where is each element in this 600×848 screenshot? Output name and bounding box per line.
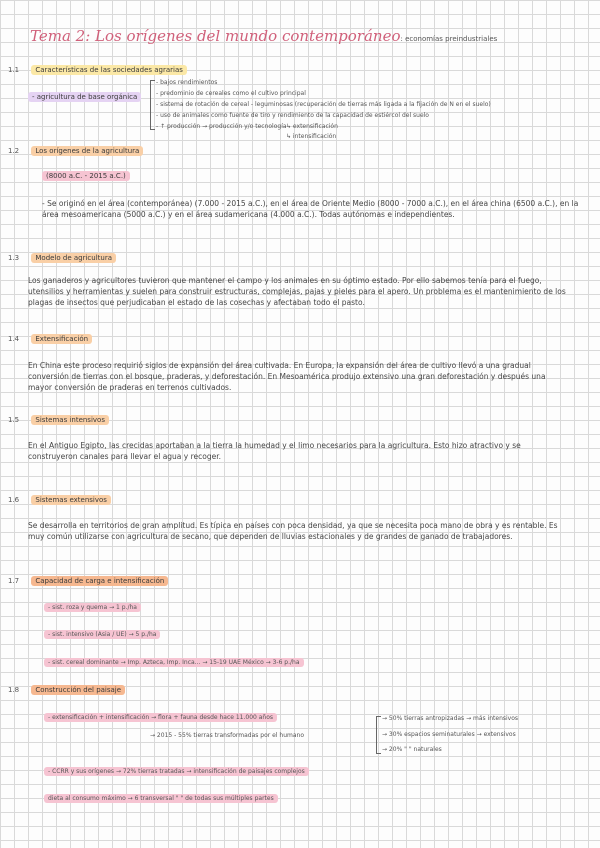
landscape-text: - extensificación + intensificación → flora + fauna desde hace 11.000 años (44, 713, 277, 722)
section-heading: Sistemas extensivos (31, 495, 111, 505)
branch-intensificacion: ↳ intensificación (286, 133, 337, 140)
bracket (150, 80, 155, 130)
section-1-1-header (8, 66, 187, 75)
capacity-item-1 (44, 604, 141, 612)
section-1-2-header (8, 147, 143, 156)
capacity-text: - sist. cereal dominante → Imp. Azteca, Imp. Inca... → 15-19 UAE México → 3-6 p./ha (44, 658, 304, 667)
section-heading: Sistemas intensivos (31, 415, 109, 425)
capacity-text: - sist. intensivo (Asia / UE) → 5 p./ha (44, 630, 160, 639)
section-number: 1.4 (8, 335, 20, 343)
section-1-6-header (8, 496, 111, 505)
left-label: - agricultura de base orgánica (28, 92, 141, 102)
landscape-line-2: → 2015 - 55% tierras transformadas por el humano (150, 732, 305, 739)
landscape-line-1 (44, 714, 277, 722)
point-4: - uso de animales como fuente de tiro y rendimiento de la capacidad de estiércol del suelo (156, 112, 429, 119)
point-2: - predominio de cereales como el cultivo principal (156, 90, 306, 97)
section-heading: Extensificación (31, 334, 92, 344)
section-heading: Capacidad de carga e intensificación (31, 576, 168, 586)
title-text: Tema 2: Los orígenes del mundo contemporáneo (30, 27, 401, 45)
page-title (30, 27, 497, 48)
section-1-4-header (8, 335, 92, 344)
section-1-3-header (8, 254, 116, 263)
section-number: 1.2 (8, 147, 20, 155)
section-heading: Construcción del paisaje (31, 685, 125, 695)
section-number: 1.6 (8, 496, 20, 504)
section-number: 1.5 (8, 416, 20, 424)
section-heading: Modelo de agricultura (31, 253, 116, 263)
bracket (376, 716, 381, 754)
section-1-4-text: En China este proceso requirió siglos de expansión del área cultivada. En Europa, la expansión del área de cultivo llevó a una gradual conversión de tierras con el bosque, praderas, y deforestación. En Mesoamérica produjo extensivo una gran deforestación y después una mayor conversión de praderas en terrenos cultivados. (28, 361, 546, 392)
landscape-right-1: → 50% tierras antropizadas → más intensivos (382, 715, 519, 722)
landscape-right-3: → 20% " " naturales (382, 746, 442, 753)
branch-extensificacion: ↳ extensificación (286, 123, 338, 130)
landscape-right-2: → 30% espacios seminaturales → extensivos (382, 731, 516, 738)
landscape-text: - CCRR y sus orígenes → 72% tierras tratadas → intensificación de paisajes complejos (44, 767, 309, 776)
section-1-3-text: Los ganaderos y agricultores tuvieron que mantener el campo y los animales en su óptimo estado. Por ello sabemos tenía para el fuego, utensilios y herramientas y suelen para construir estructuras, complejas, pajas y pieles para el apero. Un problema es el mantenimiento de los plagas de insectos que perjudicaban el estado de las cosechas y afectaban todo el pasto. (28, 276, 566, 307)
agriculture-organic-label (28, 93, 141, 102)
point-5: - ↑ producción → producción y/o tecnología (156, 123, 287, 130)
landscape-line-4 (44, 795, 278, 803)
section-1-2-text: - Se originó en el área (contemporánea) (7.000 - 2015 a.C.), en el área de Oriente Medio (8000 - 7000 a.C.), en el área china (6500 a.C.), en la área mesoamericana (5000 a.C.) y en el área sudamericana (4.000 a.C.). Todas autónomas e independientes. (42, 199, 579, 219)
section-heading: Los orígenes de la agricultura (31, 146, 143, 156)
point-3: - sistema de rotación de cereal - leguminosas (recuperación de tierras más ligada a la fijación de N en el suelo) (156, 101, 491, 108)
capacity-text: - sist. roza y quema → 1 p./ha (44, 603, 141, 612)
section-number: 1.1 (8, 66, 20, 74)
section-1-8-header (8, 686, 125, 695)
landscape-line-3 (44, 768, 309, 776)
section-1-5-header (8, 416, 109, 425)
section-heading: Características de las sociedades agrarias (31, 65, 187, 75)
date-range (42, 172, 130, 181)
section-1-6-text: Se desarrolla en territorios de gran amplitud. Es típica en países con poca densidad, ya que se necesita poca mano de obra y es rentable. Es muy común utilizarse con agricultura de secano, que dependen de lluvias estacionales y de grandes de ganado de trabajadores. (28, 521, 558, 541)
capacity-item-3 (44, 659, 304, 667)
capacity-item-2 (44, 631, 160, 639)
section-number: 1.8 (8, 686, 20, 694)
point-1: - bajos rendimientos (156, 79, 218, 86)
section-1-7-header (8, 577, 168, 586)
landscape-text: dieta al consumo máximo → 6 transversal " " de todas sus múltiples partes (44, 794, 278, 803)
date-range-text: (8000 a.C. - 2015 a.C.) (42, 171, 130, 181)
section-number: 1.3 (8, 254, 20, 262)
section-number: 1.7 (8, 577, 20, 585)
section-1-5-text: En el Antiguo Egipto, las crecidas aportaban a la tierra la humedad y el limo necesarios para la agricultura. Esto hizo atractivo y se construyeron canales para llevar el agua y recoger. (28, 441, 521, 461)
page-subtitle: : economías preindustriales (400, 35, 498, 43)
